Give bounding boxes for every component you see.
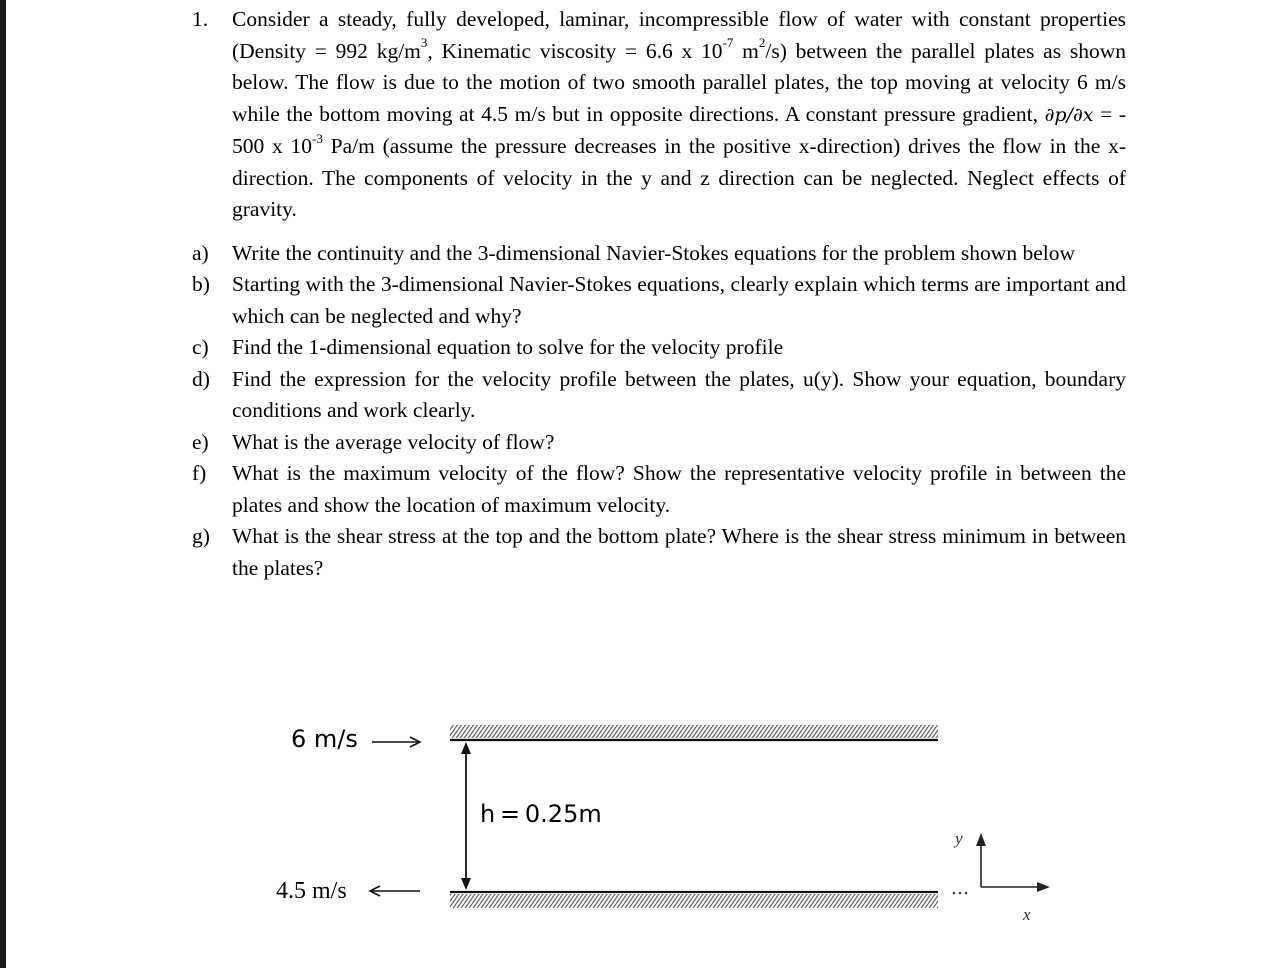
intro-text-4: /s) between the parallel plates as shown below. The flow is due to the motion of two smooth parallel plates, the top moving at velocity 6 m/s while the bottom moving at 4.5 m/s but in opposite directions. A constant pressure gradient, xyxy=(232,38,1126,126)
top-velocity-arrow xyxy=(372,737,420,747)
part-label-b: b) xyxy=(192,272,210,296)
part-label-e: e) xyxy=(192,429,209,454)
part-text-c: Find the 1-dimensional equation to solve for the velocity profile xyxy=(232,335,784,359)
intro-sup-2: -7 xyxy=(722,35,734,51)
top-plate-hatching xyxy=(450,725,938,738)
intro-sup-3: 2 xyxy=(758,35,766,51)
intro-text-5: = - 500 x 10 xyxy=(232,101,1126,158)
part-text-e: What is the average velocity of flow? xyxy=(232,429,555,454)
intro-sup-5: -3 xyxy=(312,130,323,146)
bottom-plate-hatching xyxy=(450,894,938,908)
part-label-g: g) xyxy=(192,524,210,548)
coordinate-axes xyxy=(953,833,1050,894)
top-velocity-label: 6 m/s xyxy=(291,725,358,753)
part-label-c: c) xyxy=(192,335,209,359)
bottom-velocity-label: 4.5 m/s xyxy=(276,878,347,904)
intro-text-2: , Kinematic viscosity = 6.6 x 10 xyxy=(427,38,723,63)
y-axis-label: y xyxy=(955,829,963,848)
problem-number: 1. xyxy=(192,7,209,31)
part-text-g: What is the shear stress at the top and the bottom plate? Where is the shear stress minimum in between the plates? xyxy=(232,524,1126,580)
x-axis-label: x xyxy=(1023,905,1031,924)
intro-sup-1: 3 xyxy=(420,35,428,51)
gap-height-label: h = 0.25m xyxy=(480,800,602,828)
bottom-velocity-arrow xyxy=(370,886,420,896)
part-text-b: Starting with the 3-dimensional Navier-Stokes equations, clearly explain which terms are important and which can be neglected and why? xyxy=(232,272,1126,328)
part-text-a: Write the continuity and the 3-dimensional Navier-Stokes equations for the problem shown below xyxy=(232,240,1075,265)
gap-height-arrow xyxy=(461,742,471,890)
part-text-d: Find the expression for the velocity profile between the plates, u(y). Show your equation, boundary conditions and work clearly. xyxy=(232,366,1126,422)
pressure-gradient-symbol: ∂p/∂x xyxy=(1044,103,1094,126)
part-label-a: a) xyxy=(192,240,209,265)
part-label-f: f) xyxy=(192,461,207,485)
intro-text-3: m xyxy=(733,38,759,63)
intro-text-6: Pa/m (assume the pressure decreases in the positive x-direction) drives the flow in the x-direction. The components of velocity in the y and z direction can be neglected. Neglect effects of gravity. xyxy=(232,134,1126,221)
part-text-f: What is the maximum velocity of the flow? Show the representative velocity profile in between the plates and show the location of maximum velocity. xyxy=(232,461,1126,517)
intro-text-1: Consider a steady, fully developed, laminar, incompressible flow of water with constant properties (Density = 992 kg/m xyxy=(232,7,1126,63)
part-label-d: d) xyxy=(192,366,210,391)
